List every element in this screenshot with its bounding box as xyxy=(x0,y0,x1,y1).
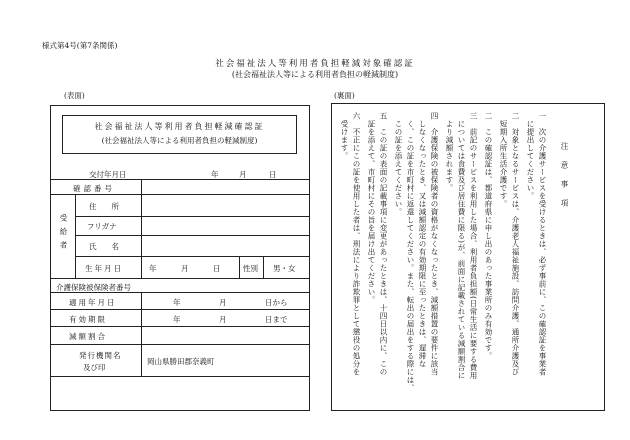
expiry-until-suffix: 日まで xyxy=(265,315,288,324)
document-title: 社会福祉法人等利用者負担軽減対象確認証 xyxy=(215,59,415,69)
note-line-6: 三 前記のサービスを利用した場合、利用者負担額(日常生活に要する費用 xyxy=(469,112,478,380)
issue-month-unit: 月 xyxy=(239,170,247,179)
recipient-label: 受給者 xyxy=(59,214,68,255)
expiry-year-unit: 年 xyxy=(173,315,181,324)
form-number: 様式第4号(第7条関係) xyxy=(42,41,118,50)
note-line-11: く、この証を市町村に返還してください。また、転出の届出をする際には、 xyxy=(406,112,415,392)
note-line-16: 受けます。 xyxy=(340,112,349,160)
address-label: 住 所 xyxy=(89,202,119,211)
note-line-2: に提出してください。 xyxy=(526,112,535,200)
expiry-label: 有効期限 xyxy=(69,315,107,324)
back-card xyxy=(331,103,605,411)
birth-month-unit: 月 xyxy=(181,264,189,273)
birth-day-unit: 日 xyxy=(213,264,221,273)
issue-day-unit: 日 xyxy=(269,170,277,179)
birth-year-unit: 年 xyxy=(149,264,157,273)
effective-month-unit: 月 xyxy=(219,298,227,307)
note-line-10: しなくなったとき、又は減額認定の有効期限に至ったときは、遅滞な xyxy=(418,112,427,368)
effective-from-suffix: 日から xyxy=(265,298,288,307)
card-title: 社会福祉法人等利用者負担軽減確認証 xyxy=(94,122,265,131)
note-line-1: 一 次の介護サービスを受けるときは、必ず事前に、この確認証を事業者 xyxy=(538,112,547,376)
note-line-14: 証を添えて、市町村にその旨を届け出てください。 xyxy=(367,112,376,304)
issuer-name: 岡山県勝田郡奈義町 xyxy=(147,357,215,366)
issuer-label: 発行機関名 xyxy=(79,351,122,360)
reduction-rate-label: 減額割合 xyxy=(69,332,107,341)
card-title-box xyxy=(62,115,297,154)
document-subtitle: (社会福祉法人等による利用者負担の軽減制度) xyxy=(231,70,399,79)
note-line-8: より減額されます。 xyxy=(445,112,454,192)
issue-date-label: 交付年月日 xyxy=(89,170,127,179)
insured-number-label: 介護保険被保険者番号 xyxy=(56,283,131,292)
furigana-label: フリガナ xyxy=(87,222,117,231)
front-card xyxy=(50,105,310,411)
name-label: 氏 名 xyxy=(89,242,119,251)
confirm-number-label: 確認番号 xyxy=(73,184,115,193)
note-line-13: 五 この証の表面の記載事項に変更があったときは、十四日以内に、この xyxy=(379,112,388,376)
effective-date-label: 適用年月日 xyxy=(69,298,117,307)
note-line-5: 二 この確認証は、都道府県に申し出のあった事業所のみ有効です。 xyxy=(484,112,493,360)
back-label: (裏面) xyxy=(334,91,355,100)
note-line-12: この証を添えてください。 xyxy=(394,112,403,216)
sex-label: 性別 xyxy=(243,264,258,273)
note-line-7: については食費及び居住費に限る)が、前面に記載されている減額割合に xyxy=(457,112,466,380)
front-label: (表面) xyxy=(64,91,85,100)
note-line-9: 四 介護保険の被保険者の資格がなくなったとき、減額措置の要件に該当 xyxy=(430,112,439,376)
effective-year-unit: 年 xyxy=(173,298,181,307)
note-line-15: 六 不正にこの証を使用した者は、刑法により詐欺罪として懲役の処分を xyxy=(352,112,361,376)
notes-heading: 注 意 事 項 xyxy=(560,142,569,209)
expiry-month-unit: 月 xyxy=(219,315,227,324)
birth-date-label: 生年月日 xyxy=(85,264,123,273)
note-line-3: 二 対象となるサービスは、介護老人福祉施設、訪問介護、通所介護及び xyxy=(511,112,520,376)
issuer-seal-label: 及び印 xyxy=(83,363,106,372)
note-line-4: 短期入所生活介護です。 xyxy=(499,112,508,208)
sex-options: 男・女 xyxy=(273,264,296,273)
issue-year-unit: 年 xyxy=(211,170,219,179)
card-subtitle: (社会福祉法人等による利用者負担の軽減制度) xyxy=(101,136,258,145)
